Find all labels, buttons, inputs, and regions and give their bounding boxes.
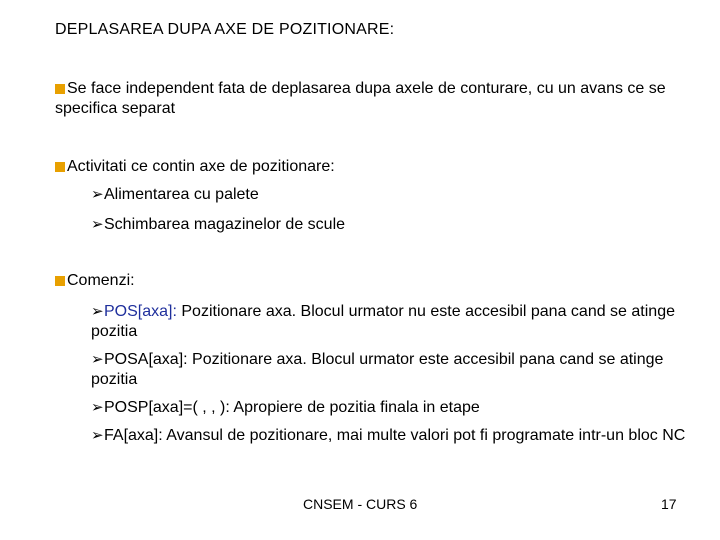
command-item	[91, 301, 691, 342]
activity-text: Alimentarea cu palete	[104, 186, 259, 203]
command-code: POSA[axa]:	[104, 351, 188, 368]
arrow-bullet-icon: ➢	[91, 350, 104, 368]
arrow-bullet-icon: ➢	[91, 302, 104, 320]
square-bullet-icon	[55, 84, 65, 94]
command-desc: Apropiere de pozitia finala in etape	[229, 399, 480, 416]
command-desc: Pozitionare axa. Blocul urmator este accesibil pana cand se atinge pozitia	[91, 351, 664, 388]
activity-item	[91, 214, 691, 235]
command-desc: Pozitionare axa. Blocul urmator nu este accesibil pana cand se atinge pozitia	[91, 303, 675, 340]
arrow-bullet-icon: ➢	[91, 185, 104, 203]
bullet-text: Se face independent fata de deplasarea dupa axele de conturare, cu un avans ce se specifica separat	[55, 80, 666, 117]
bullet-commands	[55, 271, 695, 291]
command-desc: Avansul de pozitionare, mai multe valori pot fi programate intr-un bloc NC	[162, 427, 686, 444]
square-bullet-icon	[55, 276, 65, 286]
page-number: 17	[661, 496, 677, 512]
square-bullet-icon	[55, 162, 65, 172]
command-code: POSP[axa]=( , , ):	[104, 399, 230, 416]
arrow-bullet-icon: ➢	[91, 215, 104, 233]
command-code: POS[axa]:	[104, 303, 177, 320]
activity-item	[91, 184, 691, 205]
arrow-bullet-icon: ➢	[91, 426, 104, 444]
command-item	[91, 349, 691, 390]
command-item	[91, 397, 691, 418]
footer-course: CNSEM - CURS 6	[303, 496, 418, 512]
bullet-activities	[55, 157, 695, 177]
command-item	[91, 425, 691, 446]
bullet-text: Comenzi:	[67, 272, 135, 289]
activity-text: Schimbarea magazinelor de scule	[104, 216, 346, 233]
arrow-bullet-icon: ➢	[91, 398, 104, 416]
bullet-text: Activitati ce contin axe de pozitionare:	[67, 158, 335, 175]
bullet-independent	[55, 79, 695, 119]
command-code: FA[axa]:	[104, 427, 163, 444]
slide-title: DEPLASAREA DUPA AXE DE POZITIONARE:	[55, 21, 395, 38]
